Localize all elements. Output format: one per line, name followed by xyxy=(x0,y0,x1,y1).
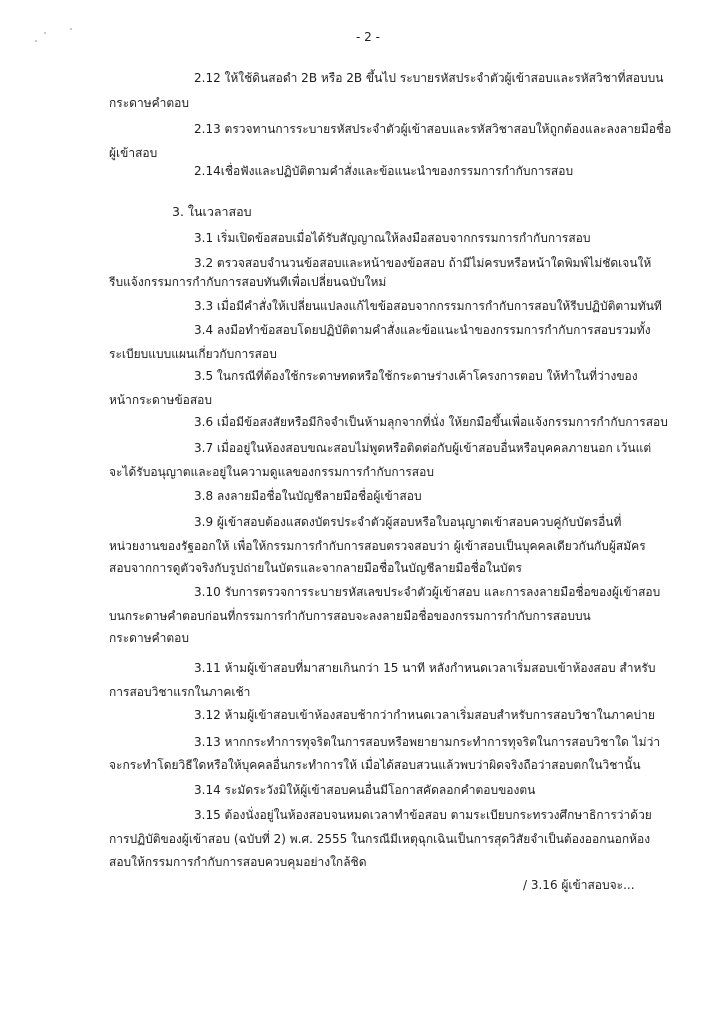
paragraph-line: ระเบียบแบบแผนเกี่ยวกับการสอบ xyxy=(109,347,277,361)
paragraph-line: 2.12 ให้ใช้ดินสอดำ 2B หรือ 2B ขึ้นไป ระบายรหัสประจำตัวผู้เข้าสอบและรหัสวิชาที่สอบบน xyxy=(194,71,664,85)
paragraph-line: ผู้เข้าสอบ xyxy=(109,146,158,160)
scan-speck xyxy=(70,28,72,30)
paragraph-line: 3.5 ในกรณีที่ต้องใช้กระดาษทดหรือใช้กระดาษร่างเค้าโครงการตอบ ให้ทำในที่ว่างของ xyxy=(194,369,638,383)
paragraph-line: 3.14 ระมัดระวังมิให้ผู้เข้าสอบคนอื่นมีโอกาสคัดลอกคำตอบของตน xyxy=(194,783,536,797)
paragraph-line: การปฏิบัติของผู้เข้าสอบ (ฉบับที่ 2) พ.ศ. 2555 ในกรณีมีเหตุฉุกเฉินเป็นการสุดวิสัยจำเป็นต้องออกนอกห้อง xyxy=(109,832,651,846)
paragraph-line: 3.8 ลงลายมือชื่อในบัญชีลายมือชื่อผู้เข้าสอบ xyxy=(194,489,422,503)
paragraph-line: 3.13 หากกระทำการทุจริตในการสอบหรือพยายามกระทำการทุจริตในการสอบวิชาใด ไม่ว่า xyxy=(194,735,661,749)
paragraph-line: 3.7 เมื่ออยู่ในห้องสอบขณะสอบไม่พูดหรือติดต่อกับผู้เข้าสอบอื่นหรือบุคคลภายนอก เว้นแต่ xyxy=(194,441,652,455)
paragraph-line: 3.3 เมื่อมีคำสั่งให้เปลี่ยนแปลงแก้ไขข้อสอบจากกรรมการกำกับการสอบให้รีบปฏิบัติตามทันที xyxy=(194,299,662,313)
paragraph-line: 3.15 ต้องนั่งอยู่ในห้องสอบจนหมดเวลาทำข้อสอบ ตามระเบียบกระทรวงศึกษาธิการว่าด้วย xyxy=(194,808,652,822)
paragraph-line: 3.4 ลงมือทำข้อสอบโดยปฏิบัติตามคำสั่งและข้อแนะนำของกรรมการกำกับการสอบรวมทั้ง xyxy=(194,323,651,337)
paragraph-line: 3.9 ผู้เข้าสอบต้องแสดงบัตรประจำตัวผู้สอบหรือใบอนุญาตเข้าสอบควบคู่กับบัตรอื่นที่ xyxy=(194,515,622,529)
section-heading: 3. ในเวลาสอบ xyxy=(172,204,252,219)
paragraph-line: สอบจากการดูตัวจริงกับรูปถ่ายในบัตรและจากลายมือชื่อในบัญชีลายมือชื่อในบัตร xyxy=(109,561,522,575)
paragraph-line: จะกระทำโดยวิธีใดหรือให้บุคคลอื่นกระทำการให้ เมื่อได้สอบสวนแล้วพบว่าผิดจริงถือว่าสอบตกในวิชานั้น xyxy=(109,758,641,772)
scan-speck xyxy=(44,32,46,34)
paragraph-line: บนกระดาษคำตอบก่อนที่กรรมการกำกับการสอบจะลงลายมือชื่อของกรรมการกำกับการสอบบน xyxy=(109,609,591,623)
paragraph-line: หน่วยงานของรัฐออกให้ เพื่อให้กรรมการกำกับการสอบตรวจสอบว่า ผู้เข้าสอบเป็นบุคคลเดียวกันกับผู้สมัคร xyxy=(109,539,646,553)
paragraph-line: 3.10 รับการตรวจการระบายรหัสเลขประจำตัวผู้เข้าสอบ และการลงลายมือชื่อของผู้เข้าสอบ xyxy=(194,585,661,599)
scan-speck xyxy=(35,40,37,42)
paragraph-line: กระดาษคำตอบ xyxy=(109,631,189,645)
paragraph-line: หน้ากระดาษข้อสอบ xyxy=(109,393,213,407)
paragraph-line: การสอบวิชาแรกในภาคเช้า xyxy=(109,685,251,699)
paragraph-line: รีบแจ้งกรรมการกำกับการสอบทันทีเพื่อเปลี่ยนฉบับใหม่ xyxy=(109,275,387,289)
paragraph-line: 2.13 ตรวจทานการระบายรหัสประจำตัวผู้เข้าสอบและรหัสวิชาสอบให้ถูกต้องและลงลายมือชื่อ xyxy=(194,122,672,136)
paragraph-line: 3.11 ห้ามผู้เข้าสอบที่มาสายเกินกว่า 15 นาที หลังกำหนดเวลาเริ่มสอบเข้าห้องสอบ สำหรับ xyxy=(194,661,656,675)
paragraph-line: 2.14เชื่อฟังและปฏิบัติตามคำสั่งและข้อแนะนำของกรรมการกำกับการสอบ xyxy=(194,164,574,178)
page-number: - 2 - xyxy=(356,30,380,44)
paragraph-line: จะได้รับอนุญาตและอยู่ในความดูแลของกรรมการกำกับการสอบ xyxy=(109,465,434,479)
paragraph-line: 3.1 เริ่มเปิดข้อสอบเมื่อได้รับสัญญาณให้ลงมือสอบจากกรรมการกำกับการสอบ xyxy=(194,231,591,245)
paragraph-line: 3.2 ตรวจสอบจำนวนข้อสอบและหน้าของข้อสอบ ถ้ามีไม่ครบหรือหน้าใดพิมพ์ไม่ชัดเจนให้ xyxy=(194,256,652,270)
paragraph-line: 3.12 ห้ามผู้เข้าสอบเข้าห้องสอบช้ากว่ากำหนดเวลาเริ่มสอบสำหรับการสอบวิชาในภาคบ่าย xyxy=(194,708,655,722)
continuation-marker: / 3.16 ผู้เข้าสอบจะ... xyxy=(523,878,635,892)
paragraph-line: กระดาษคำตอบ xyxy=(109,96,189,110)
paragraph-line: 3.6 เมื่อมีข้อสงสัยหรือมีกิจจำเป็นห้ามลุกจากที่นั่ง ให้ยกมือขึ้นเพื่อแจ้งกรรมการกำกับการสอบ xyxy=(194,415,668,429)
paragraph-line: สอบให้กรรมการกำกับการสอบควบคุมอย่างใกล้ชิด xyxy=(109,855,367,869)
